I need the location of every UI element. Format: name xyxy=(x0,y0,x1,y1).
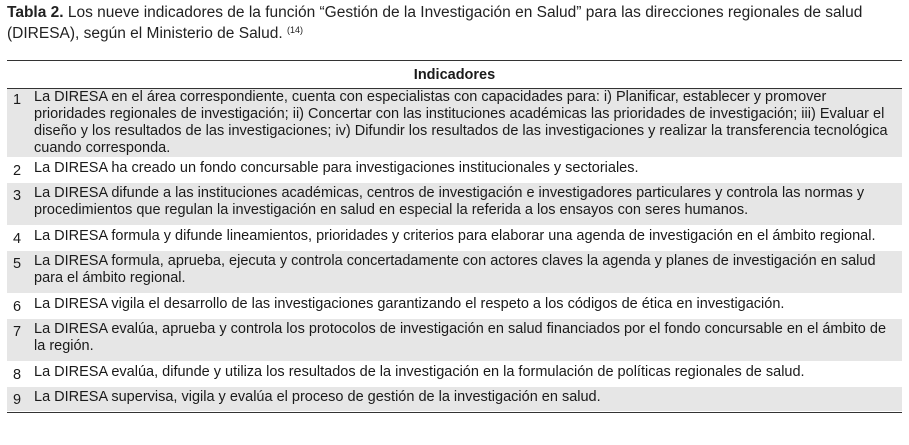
row-number: 9 xyxy=(13,392,22,408)
table-row xyxy=(7,387,902,412)
row-text: La DIRESA formula y difunde lineamientos, prioridades y criterios para elaborar una agenda de investigación en el ámbito regional. xyxy=(34,228,876,244)
row-text: La DIRESA supervisa, vigila y evalúa el proceso de gestión de la investigación en salud. xyxy=(34,389,601,405)
table-row xyxy=(7,319,902,362)
row-number: 6 xyxy=(13,299,22,315)
table-bottom-rule xyxy=(7,412,902,413)
row-number: 3 xyxy=(13,188,22,204)
row-text: La DIRESA evalúa, difunde y utiliza los resultados de la investigación en la formulación de políticas regionales de salud. xyxy=(34,364,805,380)
indicators-table xyxy=(7,60,902,413)
table-caption xyxy=(7,2,903,44)
row-number: 5 xyxy=(13,256,22,272)
caption-label: Tabla 2. xyxy=(7,4,64,21)
row-text: La DIRESA evalúa, aprueba y controla los protocolos de investigación en salud financiados por el fondo concursable en el ámbito de la región. xyxy=(34,321,887,354)
table-row xyxy=(7,89,902,158)
table-row xyxy=(7,362,902,387)
row-text: La DIRESA formula, aprueba, ejecuta y controla concertadamente con actores claves la agenda y planes de investigación en salud para el ámbito regional. xyxy=(34,253,876,286)
row-text: La DIRESA vigila el desarrollo de las investigaciones garantizando el respeto a los códigos de ética en investigación. xyxy=(34,296,785,312)
caption-reference: (14) xyxy=(286,25,303,35)
table-row xyxy=(7,183,902,226)
row-number: 2 xyxy=(13,163,22,179)
table-row xyxy=(7,251,902,294)
row-text: La DIRESA en el área correspondiente, cuenta con especialistas con capacidades para: i) Planificar, establecer y promover prioridades regionales de investigación; ii) Concertar con las instituciones académicas las prioridades de investigación; iii) Evaluar el diseño y los resultados de las investigaciones; iv) Difundir los resultados de las investigaciones y realizar la transferencia tecnológica cuando corresponda. xyxy=(34,89,888,156)
caption-text: Los nueve indicadores de la función “Gestión de la Investigación en Salud” para las direcciones regionales de salud (DIRESA), según el Ministerio de Salud. xyxy=(7,4,863,42)
table-row xyxy=(7,226,902,251)
table-row xyxy=(7,294,902,319)
row-number: 4 xyxy=(13,231,22,247)
row-number: 1 xyxy=(13,92,22,108)
row-text: La DIRESA difunde a las instituciones académicas, centros de investigación e investigadores particulares y controla las normas y procedimientos que regulan la investigación en salud en especial la referida a los ensayos con seres humanos. xyxy=(34,185,865,218)
row-text: La DIRESA ha creado un fondo concursable para investigaciones institucionales y sectoriales. xyxy=(34,160,639,176)
table-header: Indicadores xyxy=(7,61,902,89)
row-number: 8 xyxy=(13,367,22,383)
row-number: 7 xyxy=(13,324,22,340)
table-row xyxy=(7,158,902,183)
